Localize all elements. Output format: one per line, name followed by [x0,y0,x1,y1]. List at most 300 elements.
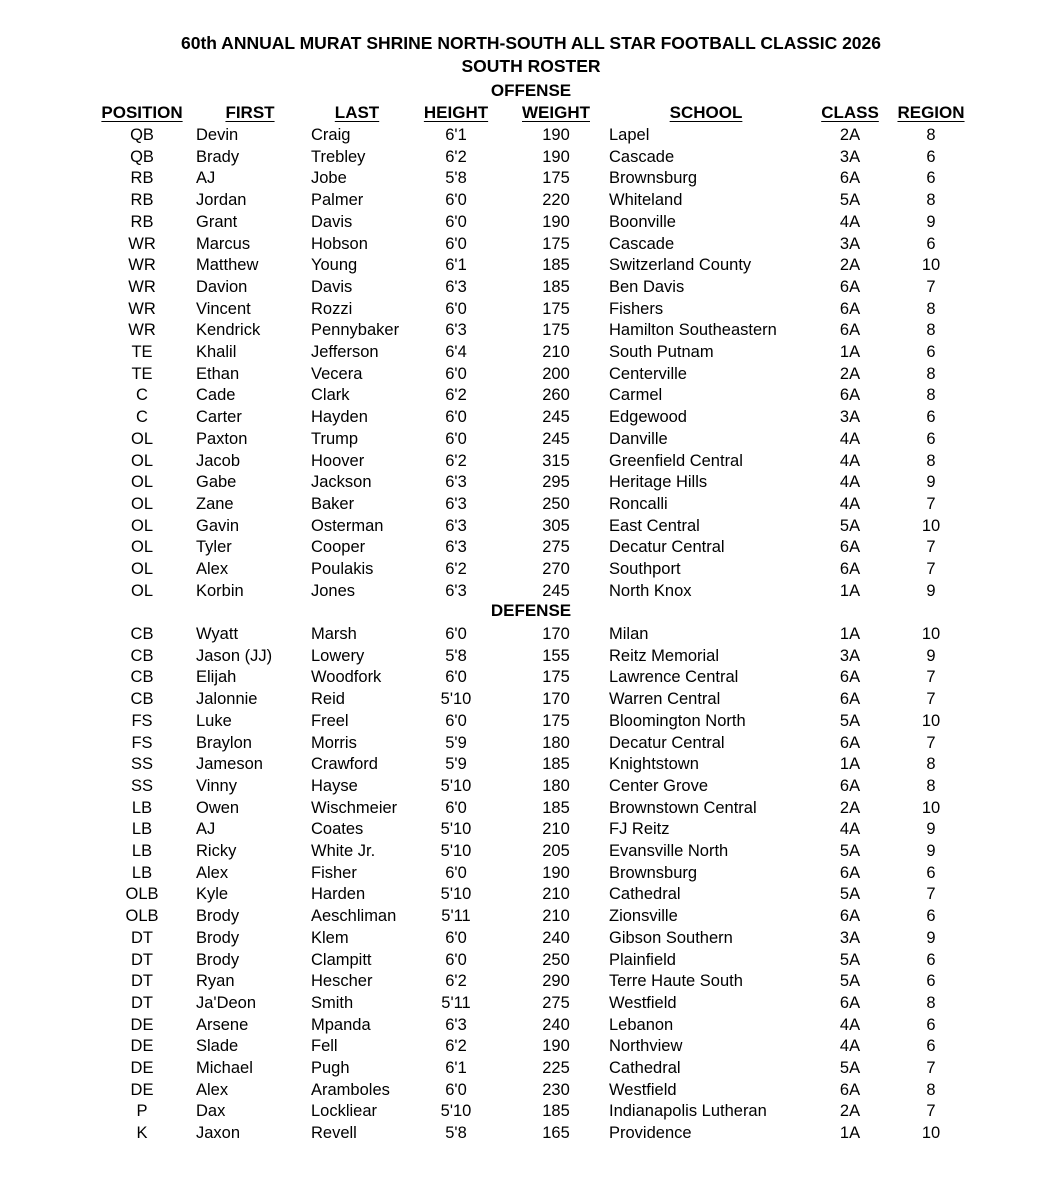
cell-height: 5'9 [445,733,467,752]
cell-school: Westfield [609,1080,677,1099]
cell-position: WR [128,256,156,275]
cell-weight: 165 [542,1124,570,1143]
cell-class: 6A [839,863,861,882]
cell-position: FS [131,733,153,752]
cell-last-name: Rozzi [311,299,353,318]
cell-last-name: Hayden [311,408,368,427]
cell-school: South Putnam [609,343,714,361]
cell-first-name: Gavin [196,516,240,535]
cell-class: 6A [839,538,861,557]
cell-weight: 185 [542,1102,570,1121]
cell-weight: 170 [542,690,570,709]
cell-class: 4A [839,820,861,839]
cell-first-name: Slade [196,1037,239,1056]
cell-school: Lapel [609,126,650,144]
cell-last-name: Davis [311,212,353,231]
document-title: 60th ANNUAL MURAT SHRINE NORTH-SOUTH ALL STAR FOOTBALL CLASSIC 2026 [180,33,882,53]
cell-region: 9 [926,842,936,860]
cell-height: 6'0 [445,364,467,383]
cell-first-name: Carter [196,408,242,427]
cell-school: Danville [609,429,668,448]
cell-weight: 245 [542,408,570,427]
cell-weight: 210 [542,885,570,904]
cell-school: Knightstown [609,755,699,774]
cell-region: 7 [926,494,936,513]
cell-first-name: Arsene [196,1015,249,1034]
cell-position: DT [131,972,153,991]
cell-first-name: Vincent [196,299,251,318]
cell-region: 7 [926,690,936,709]
cell-last-name: Hobson [311,234,368,253]
cell-last-name: Wischmeier [311,798,398,817]
cell-first-name: Alex [196,560,229,578]
cell-school: FJ Reitz [609,820,670,839]
cell-weight: 230 [542,1080,570,1099]
cell-height: 5'10 [440,885,472,904]
cell-weight: 275 [542,538,570,557]
cell-weight: 250 [542,950,570,969]
cell-last-name: Pennybaker [311,321,400,340]
cell-position: OL [130,581,154,600]
cell-position: OL [130,538,154,557]
cell-region: 8 [926,364,936,383]
cell-first-name: Alex [196,1080,229,1099]
cell-class: 2A [839,256,861,275]
cell-school: Boonville [609,212,676,231]
cell-position: C [136,408,148,427]
cell-region: 7 [926,668,936,687]
cell-position: WR [128,277,156,296]
cell-school: Roncalli [609,494,668,513]
cell-first-name: Elijah [196,668,237,687]
cell-position: OL [130,451,154,470]
cell-weight: 175 [542,234,570,253]
cell-last-name: Osterman [311,516,384,535]
cell-weight: 200 [542,364,570,383]
cell-weight: 275 [542,993,570,1012]
cell-weight: 170 [542,625,570,643]
cell-position: OL [130,429,154,448]
cell-class: 5A [839,516,861,535]
cell-height: 6'2 [445,560,467,578]
cell-weight: 220 [542,191,570,210]
cell-weight: 175 [542,711,570,730]
cell-last-name: Clampitt [311,950,372,969]
cell-school: Ben Davis [609,277,685,296]
cell-height: 6'0 [445,191,467,210]
cell-class: 2A [839,364,861,383]
cell-class: 2A [839,1102,861,1121]
cell-position: OL [130,494,154,513]
cell-last-name: Crawford [311,755,378,774]
cell-position: DT [131,950,153,969]
cell-position: LB [131,798,153,817]
column-header-region: REGION [897,103,965,122]
cell-last-name: Aramboles [311,1080,390,1099]
cell-school: Warren Central [609,690,721,709]
cell-weight: 205 [542,842,570,860]
cell-first-name: Wyatt [196,625,239,643]
cell-weight: 245 [542,581,570,600]
cell-class: 1A [839,755,861,774]
cell-position: SS [130,755,154,774]
cell-weight: 240 [542,928,570,947]
cell-region: 6 [926,950,936,969]
cell-region: 8 [926,1080,936,1099]
cell-region: 7 [926,885,936,904]
cell-class: 6A [839,321,861,340]
cell-first-name: AJ [196,820,216,839]
cell-height: 5'9 [445,755,467,774]
cell-weight: 305 [542,516,570,535]
cell-last-name: Morris [311,733,357,752]
cell-first-name: Zane [196,494,234,513]
cell-school: Bloomington North [609,711,746,730]
cell-position: QB [130,147,154,166]
cell-last-name: Trump [311,429,359,448]
cell-weight: 175 [542,321,570,340]
column-header-height: HEIGHT [423,103,489,122]
cell-first-name: Grant [196,212,238,231]
cell-last-name: Smith [311,993,354,1012]
cell-position: CB [130,625,154,643]
cell-first-name: Gabe [196,473,237,492]
cell-first-name: Luke [196,711,232,730]
cell-height: 6'3 [445,1015,467,1034]
cell-last-name: Pugh [311,1059,350,1077]
cell-first-name: Ethan [196,364,240,383]
cell-last-name: Davis [311,277,353,296]
cell-weight: 315 [542,451,570,470]
cell-height: 6'0 [445,299,467,318]
cell-position: OLB [125,885,159,904]
cell-first-name: Matthew [196,256,259,275]
cell-first-name: Owen [196,798,240,817]
cell-region: 7 [926,277,936,296]
cell-region: 8 [926,755,936,774]
cell-last-name: Jones [311,581,356,600]
cell-weight: 190 [542,1037,570,1056]
cell-first-name: Paxton [196,429,248,448]
cell-last-name: Hoover [311,451,365,470]
cell-height: 5'8 [445,1124,467,1143]
cell-height: 6'3 [445,321,467,340]
cell-weight: 185 [542,755,570,774]
cell-school: Lebanon [609,1015,674,1034]
cell-region: 7 [926,733,936,752]
cell-school: Evansville North [609,842,729,860]
cell-height: 6'1 [445,256,467,275]
cell-first-name: Davion [196,277,248,296]
cell-school: Heritage Hills [609,473,708,492]
cell-school: Zionsville [609,907,678,926]
cell-region: 6 [926,408,936,427]
cell-region: 6 [926,972,936,991]
cell-weight: 210 [542,820,570,839]
cell-class: 2A [839,798,861,817]
cell-weight: 295 [542,473,570,492]
cell-last-name: Fisher [311,863,357,882]
cell-region: 6 [926,429,936,448]
cell-class: 1A [839,625,861,643]
cell-school: Northview [609,1037,683,1056]
cell-first-name: Jacob [196,451,241,470]
cell-height: 6'0 [445,429,467,448]
cell-region: 10 [921,798,941,817]
cell-first-name: AJ [196,169,216,188]
cell-class: 1A [839,343,861,361]
cell-height: 6'3 [445,538,467,557]
cell-weight: 190 [542,126,570,144]
cell-position: TE [131,364,153,383]
cell-height: 6'3 [445,516,467,535]
cell-first-name: Khalil [196,343,237,361]
cell-height: 6'0 [445,950,467,969]
cell-height: 6'0 [445,668,467,687]
cell-school: Cathedral [609,885,681,904]
cell-position: OL [130,473,154,492]
cell-height: 6'2 [445,451,467,470]
cell-last-name: Hayse [311,776,358,795]
cell-class: 6A [839,733,861,752]
cell-class: 6A [839,560,861,578]
cell-first-name: Marcus [196,234,251,253]
cell-position: OLB [125,907,159,926]
cell-region: 8 [926,451,936,470]
cell-region: 6 [926,343,936,361]
cell-region: 8 [926,126,936,144]
cell-class: 6A [839,386,861,405]
cell-height: 6'0 [445,928,467,947]
cell-position: DT [131,928,153,947]
cell-region: 7 [926,560,936,578]
cell-first-name: Ricky [196,842,237,860]
cell-class: 4A [839,1015,861,1034]
cell-school: Milan [609,625,649,643]
cell-region: 6 [926,169,936,188]
cell-position: SS [130,776,154,795]
cell-height: 5'8 [445,169,467,188]
cell-class: 3A [839,234,861,253]
cell-class: 5A [839,885,861,904]
cell-weight: 225 [542,1059,570,1077]
cell-position: DT [131,993,153,1012]
cell-last-name: Poulakis [311,560,374,578]
cell-class: 6A [839,907,861,926]
cell-first-name: Braylon [196,733,252,752]
cell-region: 8 [926,321,936,340]
cell-last-name: Mpanda [311,1015,371,1034]
cell-position: WR [128,321,156,340]
cell-class: 5A [839,842,861,860]
cell-last-name: White Jr. [311,842,376,860]
cell-weight: 175 [542,668,570,687]
cell-first-name: Kendrick [196,321,261,340]
cell-school: Hamilton Southeastern [609,321,777,340]
cell-weight: 240 [542,1015,570,1034]
cell-last-name: Coates [311,820,364,839]
cell-region: 7 [926,538,936,557]
cell-school: Cascade [609,147,675,166]
cell-class: 1A [839,1124,861,1143]
cell-last-name: Harden [311,885,366,904]
cell-height: 6'0 [445,212,467,231]
cell-region: 6 [926,907,936,926]
cell-position: LB [131,863,153,882]
cell-region: 6 [926,234,936,253]
cell-class: 1A [839,581,861,600]
cell-last-name: Craig [311,126,351,144]
cell-position: TE [131,343,153,361]
cell-school: Brownstown Central [609,798,757,817]
cell-first-name: Kyle [196,885,229,904]
cell-weight: 185 [542,277,570,296]
cell-last-name: Klem [311,928,349,947]
cell-class: 2A [839,126,861,144]
cell-weight: 270 [542,560,570,578]
cell-school: Cascade [609,234,675,253]
cell-region: 9 [926,820,936,839]
cell-position: DE [130,1059,154,1077]
cell-last-name: Revell [311,1124,357,1143]
cell-weight: 185 [542,798,570,817]
cell-last-name: Woodfork [311,668,382,687]
cell-class: 6A [839,668,861,687]
cell-first-name: Alex [196,863,229,882]
column-header-first-name: FIRST [225,103,275,122]
cell-position: OL [130,560,154,578]
cell-first-name: Jordan [196,191,247,210]
cell-school: Switzerland County [609,256,752,275]
cell-first-name: Jason (JJ) [196,646,273,665]
cell-last-name: Young [311,256,358,275]
column-header-position: POSITION [101,103,183,122]
cell-position: DE [130,1037,154,1056]
cell-first-name: Brady [196,147,240,166]
cell-last-name: Aeschliman [311,907,397,926]
cell-school: Cathedral [609,1059,681,1077]
cell-class: 3A [839,147,861,166]
cell-last-name: Vecera [311,364,363,383]
column-header-weight: WEIGHT [522,103,590,122]
cell-position: QB [130,126,154,144]
cell-weight: 180 [542,776,570,795]
cell-weight: 180 [542,733,570,752]
column-header-school: SCHOOL [669,103,743,122]
cell-school: Centerville [609,364,687,383]
cell-school: Center Grove [609,776,709,795]
cell-weight: 210 [542,343,570,361]
cell-class: 5A [839,1059,861,1077]
cell-class: 3A [839,646,861,665]
cell-last-name: Reid [311,690,345,709]
cell-position: P [136,1102,148,1121]
cell-position: DE [130,1015,154,1034]
cell-first-name: Brody [196,907,240,926]
cell-weight: 185 [542,256,570,275]
cell-first-name: Jameson [196,755,263,774]
offense-heading: OFFENSE [490,81,572,100]
cell-first-name: Ryan [196,972,235,991]
cell-position: RB [130,169,154,188]
cell-region: 9 [926,581,936,600]
cell-class: 4A [839,212,861,231]
cell-region: 10 [921,1124,941,1143]
cell-weight: 245 [542,429,570,448]
cell-region: 8 [926,299,936,318]
cell-height: 5'8 [445,646,467,665]
cell-height: 5'10 [440,842,472,860]
cell-first-name: Cade [196,386,236,405]
cell-region: 9 [926,646,936,665]
cell-school: East Central [609,516,700,535]
cell-first-name: Brody [196,928,240,947]
cell-last-name: Baker [311,494,355,513]
cell-position: RB [130,212,154,231]
cell-first-name: Devin [196,126,239,144]
cell-region: 7 [926,1059,936,1077]
cell-class: 4A [839,1037,861,1056]
cell-last-name: Clark [311,386,350,405]
cell-school: Plainfield [609,950,676,969]
cell-region: 6 [926,863,936,882]
cell-height: 6'2 [445,147,467,166]
cell-region: 10 [921,711,941,730]
cell-class: 6A [839,169,861,188]
cell-class: 6A [839,1080,861,1099]
cell-height: 6'0 [445,711,467,730]
cell-last-name: Hescher [311,972,373,991]
cell-first-name: Brody [196,950,240,969]
cell-class: 5A [839,950,861,969]
cell-weight: 210 [542,907,570,926]
cell-height: 6'3 [445,494,467,513]
cell-class: 6A [839,277,861,296]
cell-last-name: Lockliear [311,1102,378,1121]
cell-class: 5A [839,711,861,730]
cell-last-name: Palmer [311,191,364,210]
cell-last-name: Marsh [311,625,357,643]
cell-height: 6'0 [445,798,467,817]
cell-position: LB [131,842,153,860]
roster-subtitle: SOUTH ROSTER [461,56,601,76]
cell-school: Brownsburg [609,169,698,188]
cell-height: 5'10 [440,820,472,839]
cell-height: 5'10 [440,1102,472,1121]
cell-first-name: Ja'Deon [196,993,257,1012]
cell-height: 6'1 [445,126,467,144]
cell-region: 9 [926,212,936,231]
cell-school: Fishers [609,299,664,318]
cell-school: Westfield [609,993,677,1012]
cell-class: 3A [839,408,861,427]
cell-height: 6'3 [445,277,467,296]
cell-school: Carmel [609,386,663,405]
cell-position: WR [128,234,156,253]
cell-school: Edgewood [609,408,687,427]
cell-height: 6'0 [445,625,467,643]
cell-position: K [136,1124,148,1143]
cell-school: North Knox [609,581,692,600]
cell-school: Decatur Central [609,538,725,557]
cell-first-name: Michael [196,1059,253,1077]
cell-position: CB [130,668,154,687]
cell-last-name: Lowery [311,646,365,665]
cell-school: Lawrence Central [609,668,739,687]
cell-school: Decatur Central [609,733,725,752]
cell-height: 6'2 [445,386,467,405]
cell-school: Indianapolis Lutheran [609,1102,767,1121]
